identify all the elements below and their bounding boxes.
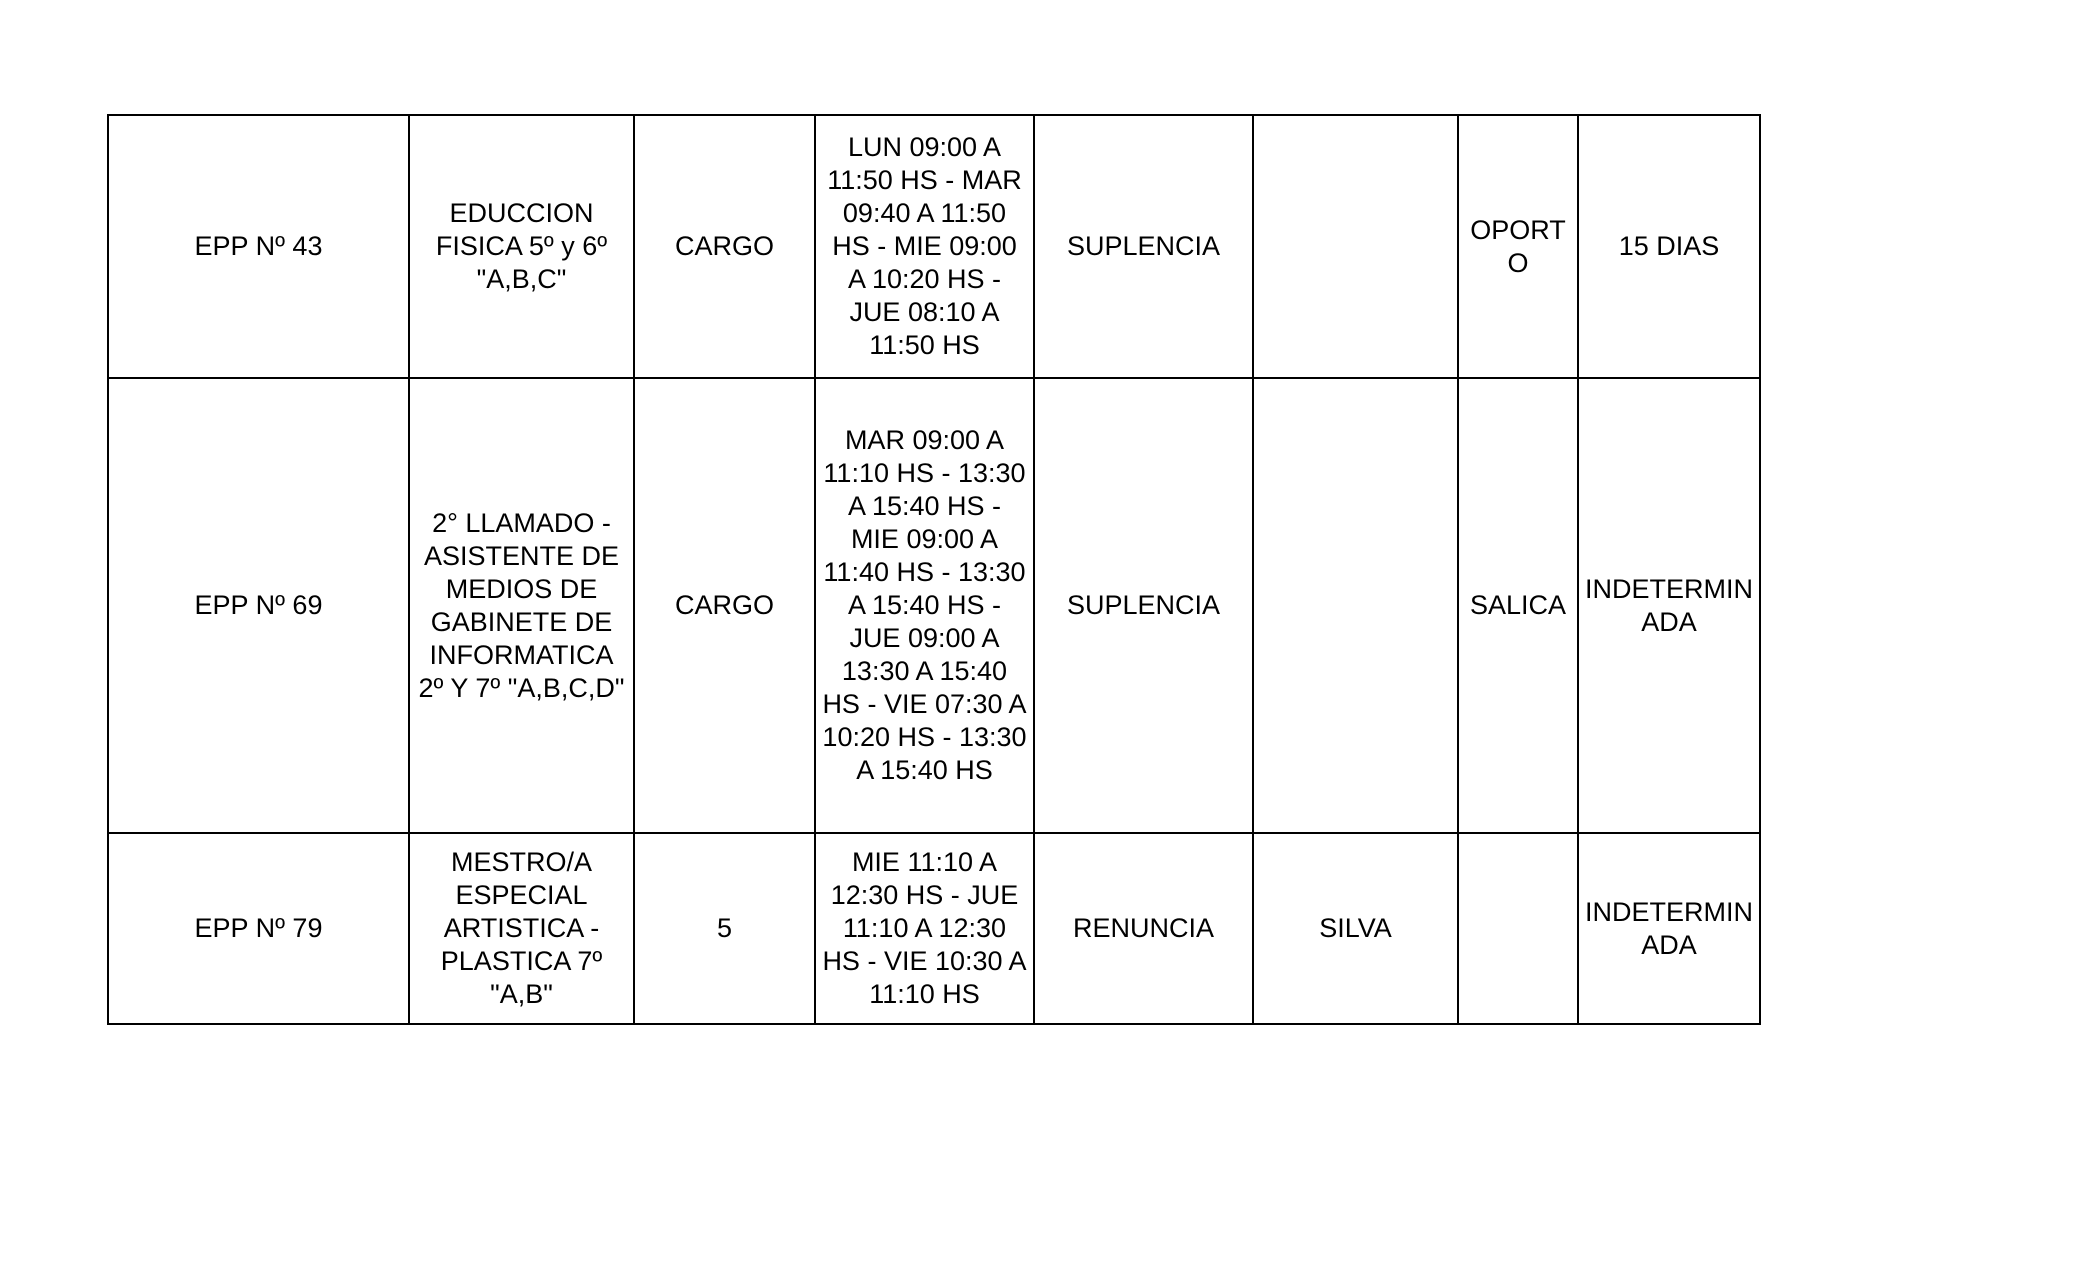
subject-cell — [409, 833, 634, 1024]
schedule-text: MIE 11:10 A 12:30 HS - JUE 11:10 A 12:30 HS - VIE 10:30 A 11:10 HS — [822, 847, 1027, 1009]
school-text: EPP Nº 69 — [194, 590, 323, 620]
reason-text: SUPLENCIA — [1066, 231, 1221, 261]
school-text: EPP Nº 79 — [194, 913, 323, 943]
type-text: CARGO — [674, 231, 774, 261]
duration-text: INDETERMIN ADA — [1585, 896, 1753, 960]
reason-cell — [1034, 115, 1253, 378]
schedule-text: MAR 09:00 A 11:10 HS - 13:30 A 15:40 HS - MIE 09:00 A 11:40 HS - 13:30 A 15:40 HS - JUE 09:00 A 13:30 A 15:40 HS - VIE 07:30 A 10:20 HS - 13:30 A 15:40 HS — [822, 425, 1027, 785]
table-row — [108, 378, 1760, 833]
type-text: 5 — [716, 913, 733, 943]
type-cell — [634, 378, 815, 833]
subject-cell — [409, 378, 634, 833]
vacancies-table — [107, 114, 1761, 1025]
table-row — [108, 115, 1760, 378]
holder-cell — [1253, 115, 1458, 378]
schedule-cell — [815, 833, 1034, 1024]
reason-cell — [1034, 833, 1253, 1024]
school-cell — [108, 115, 409, 378]
school-text: EPP Nº 43 — [194, 231, 323, 261]
replacement-cell — [1458, 833, 1578, 1024]
duration-cell — [1578, 115, 1760, 378]
holder-text: SILVA — [1319, 913, 1392, 943]
holder-cell — [1253, 833, 1458, 1024]
subject-text: 2° LLAMADO - ASISTENTE DE MEDIOS DE GABINETE DE INFORMATICA 2º Y 7º "A,B,C,D" — [418, 507, 625, 703]
duration-cell — [1578, 378, 1760, 833]
school-cell — [108, 378, 409, 833]
duration-text: INDETERMIN ADA — [1585, 573, 1753, 637]
table-row — [108, 833, 1760, 1024]
subject-text: MESTRO/A ESPECIAL ARTISTICA - PLASTICA 7º "A,B" — [440, 847, 603, 1009]
duration-text: 15 DIAS — [1618, 231, 1720, 261]
schedule-text: LUN 09:00 A 11:50 HS - MAR 09:40 A 11:50 HS - MIE 09:00 A 10:20 HS - JUE 08:10 A 11:50 HS — [827, 132, 1022, 360]
replacement-cell — [1458, 378, 1578, 833]
school-cell — [108, 833, 409, 1024]
subject-text: EDUCCION FISICA 5º y 6º "A,B,C" — [435, 198, 608, 294]
subject-cell — [409, 115, 634, 378]
replacement-cell — [1458, 115, 1578, 378]
type-cell — [634, 115, 815, 378]
reason-text: RENUNCIA — [1072, 913, 1214, 943]
type-text: CARGO — [674, 590, 774, 620]
schedule-cell — [815, 378, 1034, 833]
schedule-cell — [815, 115, 1034, 378]
type-cell — [634, 833, 815, 1024]
holder-cell — [1253, 378, 1458, 833]
replacement-text: OPORT O — [1470, 214, 1566, 278]
reason-text: SUPLENCIA — [1066, 590, 1221, 620]
duration-cell — [1578, 833, 1760, 1024]
replacement-text: SALICA — [1469, 590, 1567, 620]
reason-cell — [1034, 378, 1253, 833]
